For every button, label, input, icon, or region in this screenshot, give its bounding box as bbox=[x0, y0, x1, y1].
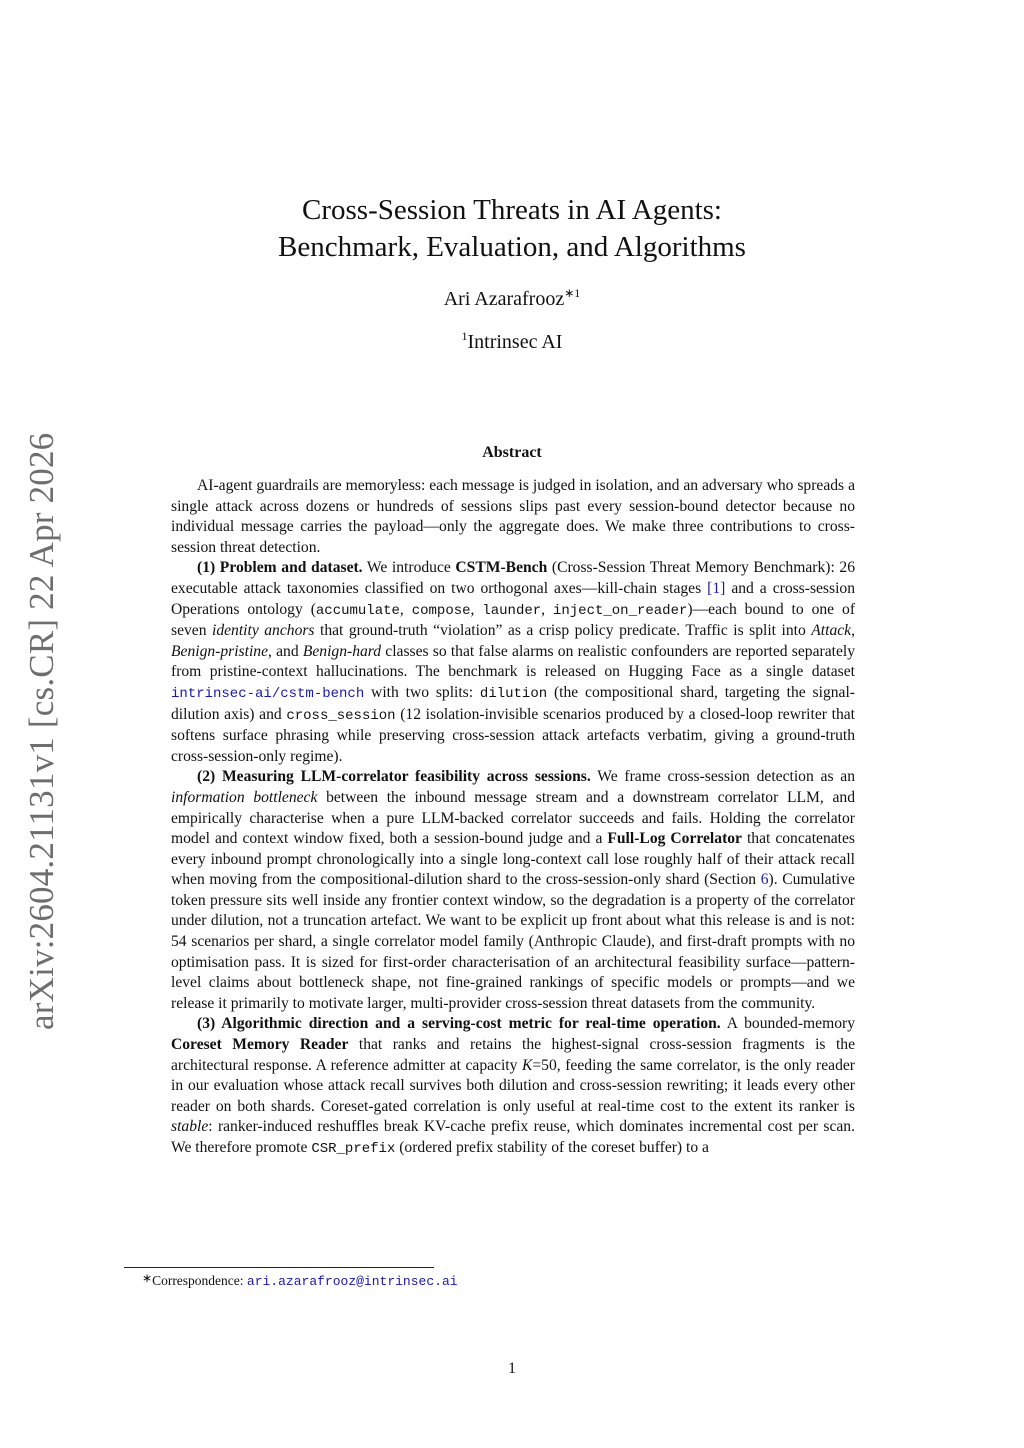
cstm-bench-term: CSTM-Bench bbox=[455, 559, 548, 577]
text: (the compositional shard, targeting the signal-dilution axis) and bbox=[171, 683, 855, 723]
section-link[interactable]: 6 bbox=[760, 871, 769, 889]
footnote-rule bbox=[124, 1267, 434, 1268]
op-accumulate: accumulate bbox=[315, 602, 400, 619]
identity-anchors-term: identity anchors bbox=[212, 622, 315, 640]
author-name: Ari Azarafrooz bbox=[443, 288, 565, 310]
abstract-paragraph-2 bbox=[171, 558, 855, 767]
text: (Cross-Session Threat Memory Benchmark): 26 executable attack taxonomies classified on two orthogonal axes—kill-chain stages bbox=[171, 559, 856, 597]
abstract-body bbox=[171, 476, 855, 1160]
benign-pristine-class: Benign-pristine bbox=[171, 642, 269, 660]
text: , bbox=[470, 600, 483, 618]
csr-prefix-metric: CSR_prefix bbox=[311, 1141, 396, 1157]
full-log-correlator-term: Full-Log Correlator bbox=[607, 830, 742, 848]
op-inject-on-reader: inject_on_reader bbox=[552, 602, 688, 619]
title-line-1: Cross-Session Threats in AI Agents: bbox=[302, 194, 722, 226]
text: We frame cross-session detection as an bbox=[590, 768, 855, 786]
contribution-1-heading: (1) Problem and dataset. bbox=[197, 559, 363, 577]
text: , and bbox=[268, 642, 303, 660]
text: , bbox=[851, 622, 855, 640]
dataset-link[interactable]: intrinsec-ai/cstm-bench bbox=[171, 685, 365, 702]
op-compose: compose bbox=[411, 602, 471, 619]
information-bottleneck-term: information bottleneck bbox=[171, 788, 318, 806]
op-launder: launder bbox=[482, 602, 542, 619]
split-cross-session: cross_session bbox=[286, 707, 396, 724]
correspondence-email-link[interactable]: ari.azarafrooz@intrinsec.ai bbox=[246, 1274, 458, 1289]
capacity-variable: K bbox=[521, 1056, 533, 1074]
split-dilution: dilution bbox=[479, 685, 548, 702]
author bbox=[172, 288, 852, 311]
affiliation-name: Intrinsec AI bbox=[467, 331, 563, 353]
text: (12 isolation-invisible scenarios produced by a closed-loop rewriter that softens surface phrasing while preserving cross-session attack artefacts verbatim, giving a ground-truth cross-session-only regime). bbox=[171, 705, 855, 765]
text: : ranker-induced reshuffles break KV-cache prefix reuse, which dominates incremental cost per scan. We therefore promote bbox=[171, 1118, 855, 1156]
text: A bounded-memory bbox=[720, 1015, 855, 1033]
attack-class: Attack bbox=[811, 622, 852, 640]
text: that ranks and retains the highest-signal cross-session fragments is the architectural response. A reference admitter at capacity bbox=[171, 1036, 855, 1074]
text: between the inbound message stream and a downstream correlator LLM, and empirically characterise when a pure LLM-backed correlator succeeds and fails. Holding the correlator model and context window fixed, both a session-bound judge and a bbox=[171, 788, 855, 848]
abstract-paragraph-1: AI-agent guardrails are memoryless: each message is judged in isolation, and an adversary who spreads a single attack across dozens or hundreds of sessions slips past every session-bound detector because no individual message carries the payload—only the aggregate does. We make three contributions to cross-session threat detection. bbox=[171, 477, 855, 556]
arxiv-identifier: arXiv:2604.21131v1 [cs.CR] 22 Apr 2026 bbox=[22, 432, 61, 1030]
stable-term: stable bbox=[171, 1118, 209, 1136]
paper-title bbox=[172, 192, 852, 266]
text: that concatenates every inbound prompt chronologically into a single long-context call lose roughly half of their attack recall when moving from the compositional-dilution shard to the cross-session-only shard (Section bbox=[171, 830, 855, 889]
text: classes so that false alarms on realistic confounders are reported separately from pristine-context hallucinations. The benchmark is released on Hugging Face as a single dataset bbox=[171, 642, 855, 681]
text: and a cross-session Operations ontology ( bbox=[171, 579, 855, 618]
title-line-2: Benchmark, Evaluation, and Algorithms bbox=[278, 231, 746, 263]
coreset-memory-reader-term: Coreset Memory Reader bbox=[171, 1036, 349, 1054]
contribution-2-heading: (2) Measuring LLM-correlator feasibility across sessions. bbox=[197, 768, 591, 786]
contribution-3-heading: (3) Algorithmic direction and a serving-cost metric for real-time operation. bbox=[197, 1015, 721, 1033]
page-number: 1 bbox=[508, 1360, 516, 1377]
citation-link[interactable]: [1] bbox=[707, 579, 726, 597]
affiliation bbox=[172, 331, 852, 354]
abstract-paragraph-3 bbox=[171, 767, 855, 1014]
text: We introduce bbox=[362, 559, 456, 577]
footnote-mark: ∗ bbox=[142, 1271, 153, 1285]
text: ). Cumulative token pressure sits well inside any frontier context window, so the degradation is a property of the correlator under dilution, not a truncation artefact. We want to be explicit up front about what this release is and is not: 54 scenarios per shard, a single correlator model family (Anthropic Claude), and first-draft prompts with no optimisation pass. It is sized for first-order characterisation of an architectural feasibility surface—pattern-level claims about bottleneck shape, not fine-grained rankings of specific models or prompts—and we release it primarily to motivate larger, multi-provider cross-session threat datasets from the community. bbox=[171, 871, 855, 1012]
text: that ground-truth “violation” as a crisp policy predicate. Traffic is split into bbox=[314, 622, 812, 640]
text: , bbox=[399, 600, 412, 618]
text: , bbox=[541, 600, 553, 618]
text: =50, feeding the same correlator, is the only reader in our evaluation whose attack recall survives both dilution and cross-session rewriting; it leads every other reader on both shards. Coreset-gated correlation is only useful at real-time cost to the extent its ranker is bbox=[171, 1056, 856, 1115]
abstract-heading: Abstract bbox=[482, 444, 542, 461]
text: (ordered prefix stability of the coreset buffer) to a bbox=[395, 1139, 709, 1156]
affiliation-mark: 1 bbox=[461, 329, 468, 343]
benign-hard-class: Benign-hard bbox=[302, 642, 382, 660]
abstract-paragraph-4 bbox=[171, 1014, 855, 1159]
text: with two splits: bbox=[364, 683, 480, 701]
author-mark: ∗1 bbox=[564, 286, 581, 300]
text: )—each bound to one of seven bbox=[171, 600, 856, 640]
footnote bbox=[142, 1273, 458, 1289]
footnote-label: Correspondence: bbox=[152, 1273, 247, 1288]
